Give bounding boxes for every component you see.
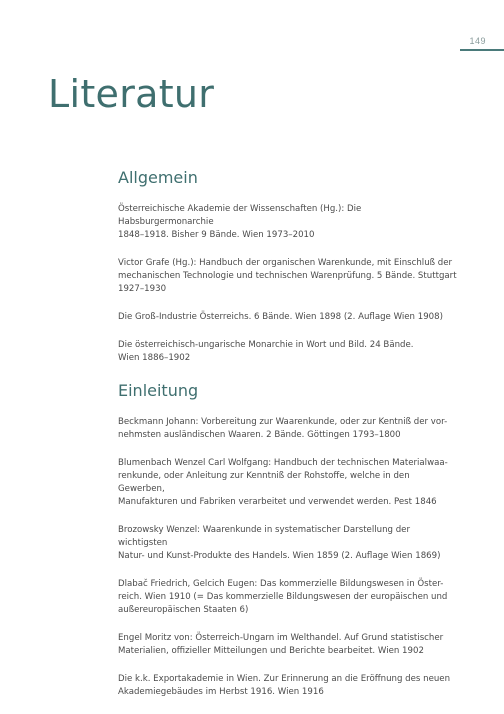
bibliography-entry (118, 416, 458, 442)
entry-line: 1927–1930 (118, 284, 167, 294)
bibliography-entry (118, 578, 458, 617)
bibliography-entry (118, 257, 458, 296)
page-number-rule (460, 49, 504, 51)
entry-line: 1848–1918. Bisher 9 Bände. Wien 1973–2010 (118, 230, 315, 240)
entry-line: außereuropäischen Staaten 6) (118, 605, 249, 615)
bibliography-entry (118, 339, 458, 365)
entry-line: reich. Wien 1910 (= Das kommerzielle Bildungswesen der europäischen und (118, 592, 448, 602)
entry-line: Dlabač Friedrich, Gelcich Eugen: Das kommerzielle Bildungswesen in Öster- (118, 579, 444, 589)
entry-line: Österreichische Akademie der Wissenschaften (Hg.): Die Habsburgermonarchie (118, 204, 362, 227)
bibliography-entry (118, 524, 458, 563)
entry-line: Blumenbach Wenzel Carl Wolfgang: Handbuch der technischen Materialwaa- (118, 458, 448, 468)
bibliography-entry (118, 203, 458, 242)
entry-line: Natur- und Kunst-Produkte des Handels. Wien 1859 (2. Auflage Wien 1869) (118, 551, 441, 561)
bibliography (118, 168, 458, 714)
entry-line: Wien 1886–1902 (118, 353, 191, 363)
entry-line: Materialien, offizieller Mitteilungen und Berichte bearbeitet. Wien 1902 (118, 646, 424, 656)
bibliography-entry (118, 457, 458, 509)
entry-line: renkunde, oder Anleitung zur Kenntniß der Rohstoffe, welche in den Gewerben, (118, 471, 410, 494)
entry-line: Die k.k. Exportakademie in Wien. Zur Erinnerung an die Eröffnung des neuen (118, 674, 451, 684)
bibliography-entry (118, 673, 458, 699)
entry-line: Brozowsky Wenzel: Waarenkunde in systematischer Darstellung der wichtigsten (118, 525, 410, 548)
entry-line: Beckmann Johann: Vorbereitung zur Waarenkunde, oder zur Kentniß der vor- (118, 417, 448, 427)
entry-line: Manufakturen und Fabriken verarbeitet und verwendet werden. Pest 1846 (118, 497, 437, 507)
section-allgemein (118, 168, 458, 365)
entry-line: Victor Grafe (Hg.): Handbuch der organischen Warenkunde, mit Einschluß der (118, 258, 453, 268)
entry-line: Engel Moritz von: Österreich-Ungarn im Welthandel. Auf Grund statistischer (118, 633, 444, 643)
section-heading: Einleitung (118, 381, 199, 400)
entry-line: Die österreichisch-ungarische Monarchie in Wort und Bild. 24 Bände. (118, 340, 414, 350)
page-title: Literatur (48, 72, 215, 116)
section-einleitung (118, 381, 458, 699)
entry-line: Akademiegebäudes im Herbst 1916. Wien 1916 (118, 687, 324, 697)
bibliography-entry (118, 632, 458, 658)
entry-line: nehmsten ausländischen Waaren. 2 Bände. Göttingen 1793–1800 (118, 430, 401, 440)
bibliography-entry (118, 311, 458, 324)
page-number: 149 (469, 36, 486, 46)
entry-line: mechanischen Technologie und technischen Warenprüfung. 5 Bände. Stuttgart (118, 271, 457, 281)
section-heading: Allgemein (118, 168, 198, 187)
entry-line: Die Groß-Industrie Österreichs. 6 Bände. Wien 1898 (2. Auflage Wien 1908) (118, 312, 443, 322)
